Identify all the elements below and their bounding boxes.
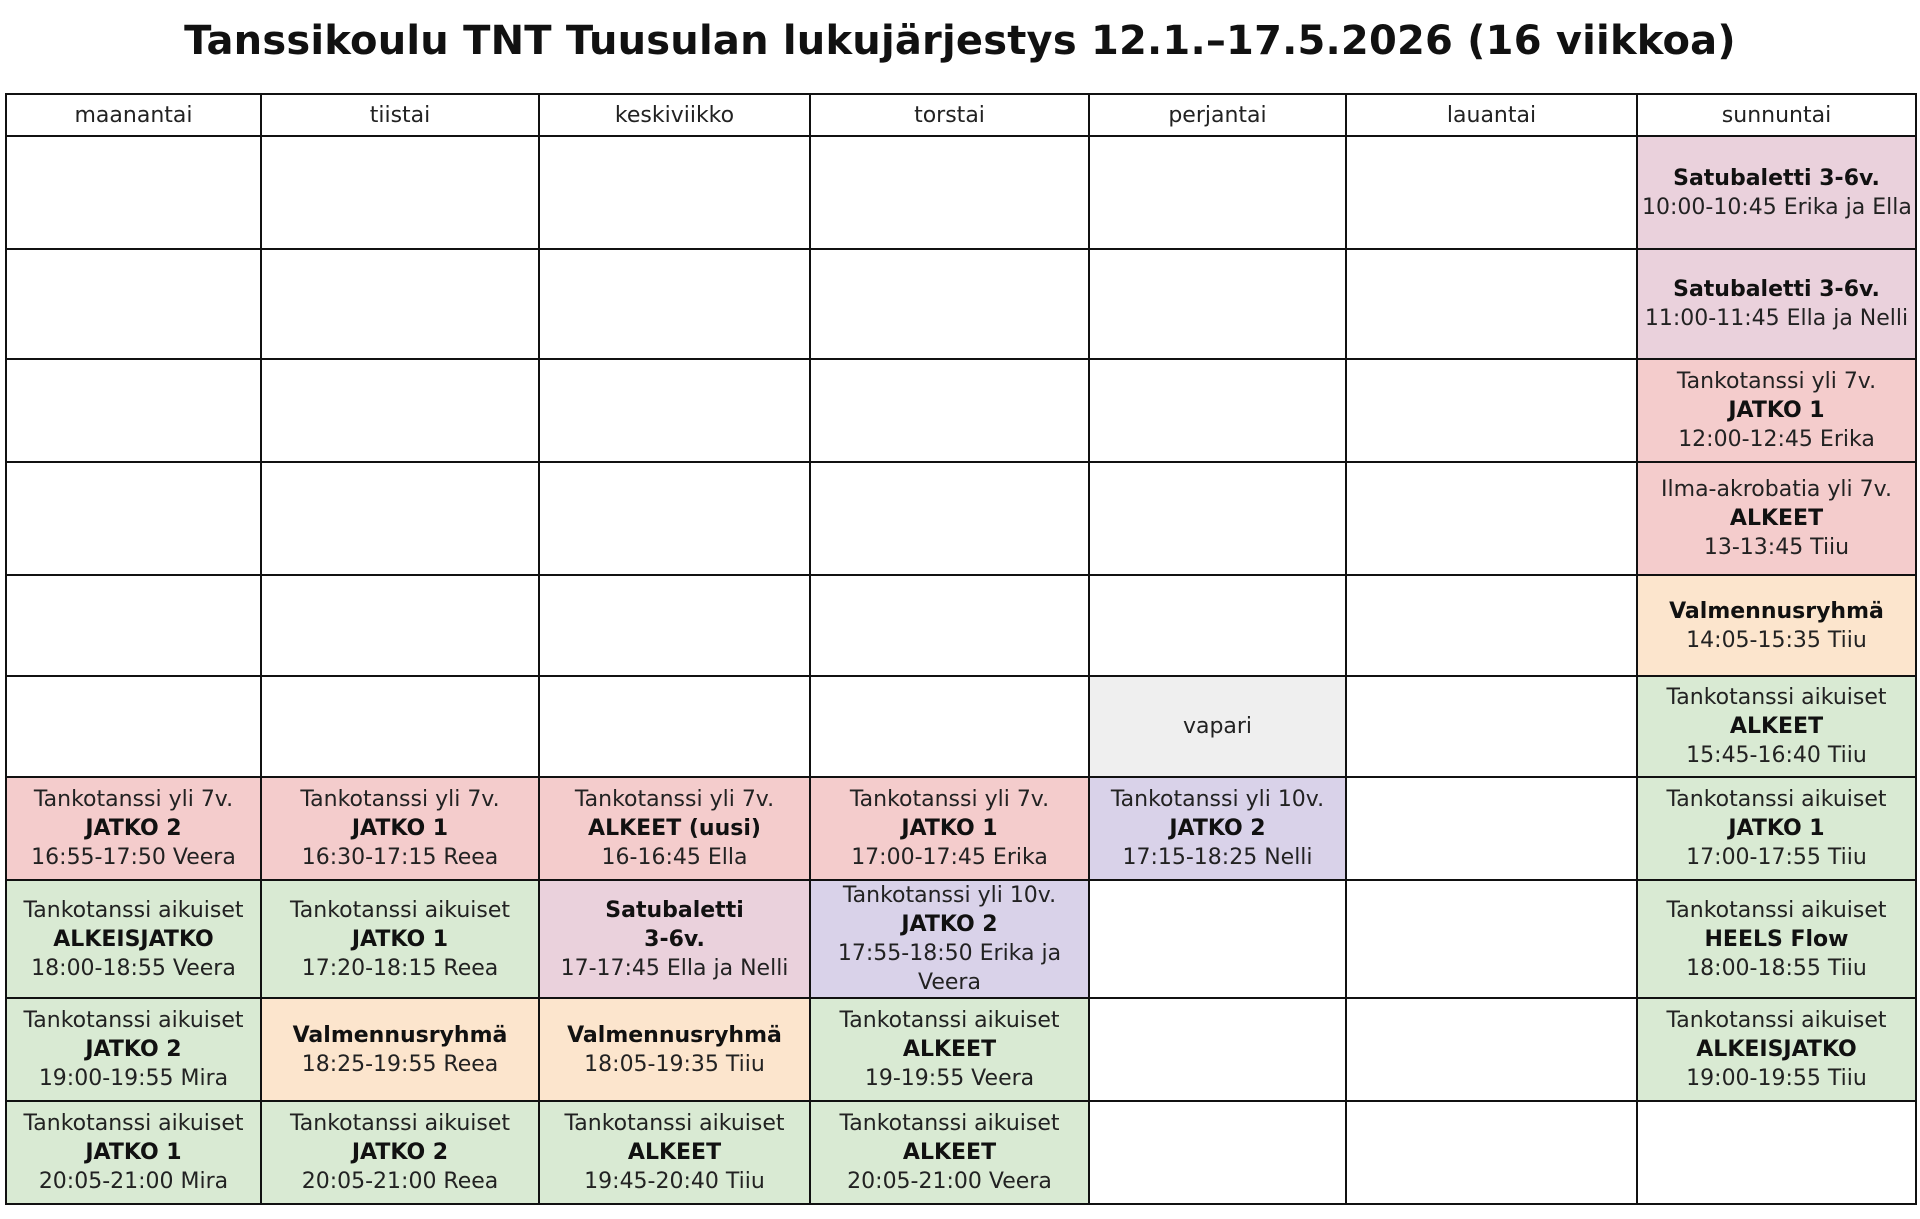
- empty-cell: [539, 136, 810, 249]
- class-level: ALKEISJATKO: [53, 926, 214, 952]
- class-time: 11:00-11:45 Ella ja Nelli: [1644, 306, 1909, 331]
- class-age: 3-6v.: [644, 926, 705, 952]
- class-time: 20:05-21:00 Mira: [38, 1169, 229, 1194]
- class-type: Tankotanssi aikuiset: [564, 1111, 785, 1136]
- class-level: ALKEET: [627, 1140, 722, 1165]
- empty-cell: [6, 462, 261, 575]
- class-type: Tankotanssi aikuiset: [839, 1111, 1060, 1136]
- empty-cell: [261, 575, 539, 676]
- class-title: Valmennusryhmä: [1669, 598, 1884, 624]
- class-time: 16-16:45 Ella: [601, 845, 748, 870]
- class-level: JATKO 2: [1169, 816, 1266, 841]
- schedule-table: [5, 93, 1917, 1205]
- class-cell-monday: [6, 1101, 261, 1204]
- class-time: 16:30-17:15 Reea: [301, 845, 499, 870]
- class-time: 20:05-21:00 Reea: [301, 1169, 499, 1194]
- class-type: Tankotanssi yli 7v.: [574, 787, 775, 812]
- empty-cell: [6, 676, 261, 777]
- empty-cell: [1346, 249, 1637, 359]
- empty-cell: [810, 575, 1089, 676]
- class-level: JATKO 1: [1728, 816, 1825, 841]
- class-time: 19:00-19:55 Tiiu: [1686, 1066, 1867, 1091]
- class-time: 19-19:55 Veera: [864, 1066, 1035, 1091]
- empty-cell: [539, 575, 810, 676]
- class-level: ALKEET: [902, 1037, 997, 1062]
- empty-cell: [1346, 575, 1637, 676]
- empty-cell: [261, 462, 539, 575]
- empty-cell: [1637, 1101, 1916, 1204]
- class-title: Satubaletti: [605, 897, 744, 923]
- day-header-thursday: torstai: [810, 94, 1089, 136]
- empty-cell: [1089, 998, 1346, 1101]
- class-title: Valmennusryhmä: [292, 1022, 508, 1048]
- class-cell-sunday: [1637, 998, 1916, 1101]
- class-cell-thursday: [810, 1101, 1089, 1204]
- day-header-saturday: lauantai: [1346, 94, 1637, 136]
- class-type: Tankotanssi aikuiset: [23, 1008, 244, 1033]
- time-slot-row: [6, 136, 1916, 249]
- class-level: ALKEET: [902, 1140, 997, 1165]
- class-type: Tankotanssi aikuiset: [1666, 897, 1887, 923]
- class-title: Satubaletti 3-6v.: [1673, 165, 1880, 191]
- class-cell-tuesday: [261, 1101, 539, 1204]
- time-slot-row: [6, 777, 1916, 880]
- class-time: 16:55-17:50 Veera: [31, 845, 236, 870]
- class-cell-sunday: [1637, 359, 1916, 462]
- class-cell-thursday: [810, 777, 1089, 880]
- empty-cell: [810, 359, 1089, 462]
- class-cell-tuesday: [261, 998, 539, 1101]
- class-cell-tuesday: [261, 777, 539, 880]
- empty-cell: [1089, 136, 1346, 249]
- empty-cell: [539, 359, 810, 462]
- class-time: 15:45-16:40 Tiiu: [1686, 743, 1867, 768]
- class-time: 14:05-15:35 Tiiu: [1686, 627, 1867, 653]
- class-cell-thursday: [810, 998, 1089, 1101]
- class-time: 19:45-20:40 Tiiu: [584, 1169, 765, 1194]
- class-cell-sunday: [1637, 575, 1916, 676]
- class-type: Tankotanssi aikuiset: [23, 897, 244, 923]
- free-practice-label: vapari: [1182, 714, 1253, 739]
- class-level: JATKO 1: [85, 1140, 182, 1165]
- class-level: JATKO 1: [901, 816, 998, 841]
- class-cell-sunday: [1637, 880, 1916, 998]
- class-type: Tankotanssi yli 7v.: [300, 787, 500, 812]
- class-time: 12:00-12:45 Erika: [1678, 427, 1875, 452]
- class-cell-wednesday: [539, 880, 810, 998]
- class-cell-wednesday: [539, 1101, 810, 1204]
- class-time: 17:15-18:25 Nelli: [1122, 845, 1313, 870]
- class-cell-monday: [6, 777, 261, 880]
- empty-cell: [261, 676, 539, 777]
- class-cell-monday: [6, 880, 261, 998]
- empty-cell: [6, 575, 261, 676]
- empty-cell: [1089, 359, 1346, 462]
- class-time: 17:20-18:15 Reea: [301, 955, 499, 981]
- class-type: Tankotanssi aikuiset: [1666, 787, 1887, 812]
- class-time: 18:00-18:55 Veera: [31, 955, 236, 981]
- class-cell-wednesday: [539, 777, 810, 880]
- class-level: ALKEET: [1729, 506, 1824, 531]
- class-time: 18:00-18:55 Tiiu: [1686, 955, 1867, 981]
- class-type: Tankotanssi aikuiset: [289, 1111, 511, 1136]
- empty-cell: [810, 136, 1089, 249]
- class-cell-tuesday: [261, 880, 539, 998]
- class-type: Tankotanssi aikuiset: [1666, 685, 1887, 710]
- class-title: Valmennusryhmä: [567, 1022, 782, 1048]
- class-type: Tankotanssi yli 7v.: [849, 787, 1050, 812]
- empty-cell: [810, 249, 1089, 359]
- empty-cell: [1346, 136, 1637, 249]
- empty-cell: [539, 462, 810, 575]
- day-header-tuesday: tiistai: [261, 94, 539, 136]
- empty-cell: [1089, 1101, 1346, 1204]
- class-level: JATKO 2: [85, 1037, 182, 1062]
- class-cell-friday: [1089, 777, 1346, 880]
- class-cell-sunday: [1637, 136, 1916, 249]
- empty-cell: [810, 676, 1089, 777]
- empty-cell: [6, 249, 261, 359]
- empty-cell: [1346, 359, 1637, 462]
- class-type: Tankotanssi aikuiset: [839, 1008, 1060, 1033]
- empty-cell: [1346, 777, 1637, 880]
- time-slot-row: [6, 676, 1916, 777]
- empty-cell: [261, 359, 539, 462]
- empty-cell: [1346, 998, 1637, 1101]
- class-type: Tankotanssi aikuiset: [1666, 1008, 1887, 1033]
- empty-cell: [6, 136, 261, 249]
- class-cell-monday: [6, 998, 261, 1101]
- class-cell-friday: [1089, 676, 1346, 777]
- day-header-row: [6, 94, 1916, 136]
- class-time: 17:55-18:50 Erika ja Veera: [837, 941, 1062, 995]
- class-cell-thursday: [810, 880, 1089, 998]
- class-time: 17:00-17:55 Tiiu: [1686, 845, 1867, 870]
- class-cell-sunday: [1637, 676, 1916, 777]
- class-time: 10:00-10:45 Erika ja Ella: [1642, 194, 1912, 220]
- time-slot-row: [6, 249, 1916, 359]
- class-type: Tankotanssi aikuiset: [289, 897, 511, 923]
- empty-cell: [1346, 462, 1637, 575]
- class-cell-sunday: [1637, 462, 1916, 575]
- class-type: Tankotanssi aikuiset: [23, 1111, 244, 1136]
- class-level: JATKO 2: [901, 912, 998, 937]
- class-level: HEELS Flow: [1704, 926, 1849, 952]
- class-title: Satubaletti 3-6v.: [1673, 277, 1880, 302]
- empty-cell: [1089, 880, 1346, 998]
- class-type: Tankotanssi yli 7v.: [1676, 369, 1877, 394]
- empty-cell: [539, 676, 810, 777]
- empty-cell: [261, 136, 539, 249]
- class-cell-sunday: [1637, 249, 1916, 359]
- class-level: JATKO 2: [351, 1140, 449, 1165]
- empty-cell: [539, 249, 810, 359]
- class-time: 17:00-17:45 Erika: [851, 845, 1048, 870]
- class-level: ALKEET (uusi): [588, 816, 761, 841]
- class-level: ALKEISJATKO: [1696, 1037, 1857, 1062]
- class-level: JATKO 1: [351, 926, 449, 952]
- class-time: 18:05-19:35 Tiiu: [584, 1051, 765, 1077]
- time-slot-row: [6, 359, 1916, 462]
- page-title: Tanssikoulu TNT Tuusulan lukujärjestys 12.1.–17.5.2026 (16 viikkoa): [184, 18, 1736, 64]
- class-time: 13-13:45 Tiiu: [1703, 535, 1850, 560]
- class-level: JATKO 2: [85, 816, 182, 841]
- day-header-sunday: sunnuntai: [1637, 94, 1916, 136]
- time-slot-row: [6, 575, 1916, 676]
- day-header-monday: maanantai: [6, 94, 261, 136]
- empty-cell: [1346, 1101, 1637, 1204]
- day-header-wednesday: keskiviikko: [539, 94, 810, 136]
- class-time: 20:05-21:00 Veera: [847, 1169, 1052, 1194]
- class-type: Tankotanssi yli 10v.: [842, 883, 1057, 908]
- empty-cell: [810, 462, 1089, 575]
- empty-cell: [6, 359, 261, 462]
- day-header-friday: perjantai: [1089, 94, 1346, 136]
- empty-cell: [1346, 880, 1637, 998]
- empty-cell: [1089, 575, 1346, 676]
- class-time: 17-17:45 Ella ja Nelli: [560, 955, 789, 981]
- class-level: ALKEET: [1729, 714, 1824, 739]
- class-level: JATKO 1: [351, 816, 449, 841]
- class-time: 18:25-19:55 Reea: [301, 1051, 499, 1077]
- empty-cell: [1089, 462, 1346, 575]
- time-slot-row: [6, 880, 1916, 998]
- class-cell-sunday: [1637, 777, 1916, 880]
- class-type: Tankotanssi yli 7v.: [33, 787, 234, 812]
- class-level: JATKO 1: [1728, 398, 1825, 423]
- class-type: Tankotanssi yli 10v.: [1110, 787, 1325, 812]
- time-slot-row: [6, 998, 1916, 1101]
- empty-cell: [261, 249, 539, 359]
- time-slot-row: [6, 1101, 1916, 1204]
- class-cell-wednesday: [539, 998, 810, 1101]
- class-time: 19:00-19:55 Mira: [38, 1066, 229, 1091]
- empty-cell: [1089, 249, 1346, 359]
- empty-cell: [1346, 676, 1637, 777]
- class-type: Ilma-akrobatia yli 7v.: [1661, 477, 1892, 502]
- time-slot-row: [6, 462, 1916, 575]
